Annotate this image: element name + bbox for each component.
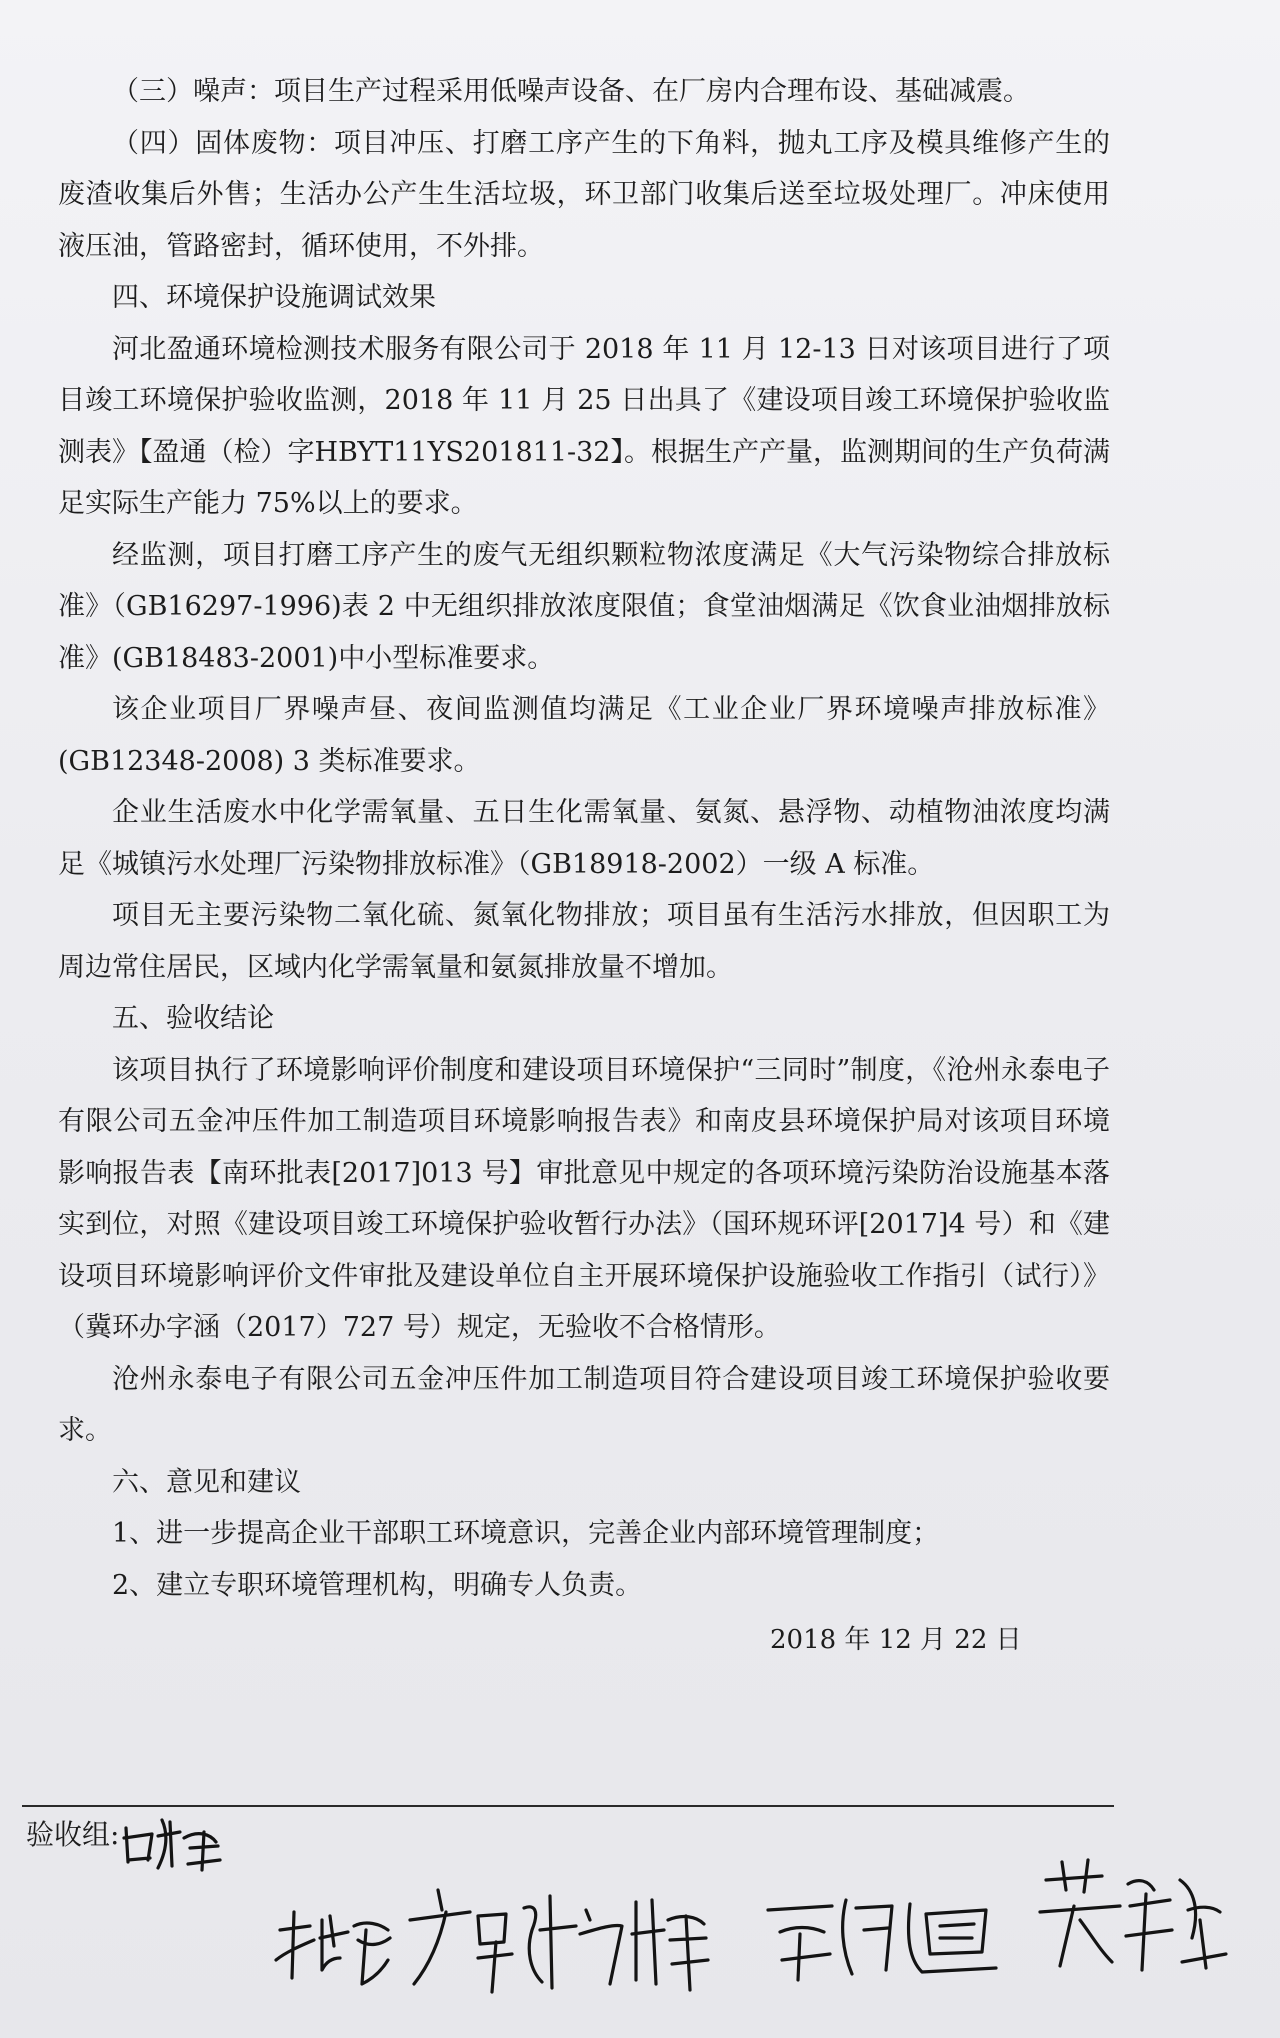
signature-4 xyxy=(760,1880,1020,1990)
document-date: 2018 年 12 月 22 日 xyxy=(770,1625,1022,1655)
signature-3 xyxy=(400,1880,720,2000)
paragraph-wastewater-results: 企业生活废水中化学需氧量、五日生化需氧量、氨氮、悬浮物、动植物油浓度均满足《城镇污水处理厂污染物排放标准》（GB18918-2002）一级 A 标准。 xyxy=(58,797,1110,880)
heading-section-5: 五、验收结论 xyxy=(112,1003,274,1034)
paragraph-noise: （三）噪声：项目生产过程采用低噪声设备、在厂房内合理布设、基础减震。 xyxy=(112,76,1030,107)
signature-5 xyxy=(1030,1850,1230,1980)
paragraph-conclusion-summary: 沧州永泰电子有限公司五金冲压件加工制造项目符合建设项目竣工环境保护验收要求。 xyxy=(58,1363,1110,1446)
signature-divider xyxy=(22,1805,1114,1807)
paragraph-air-results: 经监测，项目打磨工序产生的废气无组织颗粒物浓度满足《大气污染物综合排放标准》（GB16297-1996)表 2 中无组织排放浓度限值；食堂油烟满足《饮食业油烟排放标准》(GB18483-2001)中小型标准要求。 xyxy=(58,539,1110,674)
suggestion-1: 1、进一步提高企业干部职工环境意识，完善企业内部环境管理制度； xyxy=(112,1518,940,1549)
suggestion-2: 2、建立专职环境管理机构，明确专人负责。 xyxy=(112,1569,643,1601)
paragraph-noise-results: 该企业项目厂界噪声昼、夜间监测值均满足《工业企业厂界环境噪声排放标准》(GB12348-2008) 3 类标准要求。 xyxy=(58,694,1110,777)
acceptance-group-label: 验收组: xyxy=(26,1818,120,1851)
paragraph-pollutant-totals: 项目无主要污染物二氧化硫、氮氧化物排放；项目虽有生活污水排放，但因职工为周边常住居民，区域内化学需氧量和氨氮排放量不增加。 xyxy=(58,900,1110,983)
paragraph-conclusion: 该项目执行了环境影响评价制度和建设项目环境保护“三同时”制度，《沧州永泰电子有限公司五金冲压件加工制造项目环境影响报告表》和南皮县环境保护局对该项目环境影响报告表【南环批表[2017]013 号】审批意见中规定的各项环境污染防治设施基本落实到位，对照《建设项目竣工环境保护验收暂行办法》（国环规环评[2017]4 号）和《建设项目环境影响评价文件审批及建设单位自主开展环境保护设施验收工作指引（试行）》（冀环办字涵（2017）727 号）规定，无验收不合格情形。 xyxy=(58,1054,1110,1343)
document-body xyxy=(58,66,1110,1611)
signature-1 xyxy=(118,1808,228,1880)
paragraph-monitoring-intro: 河北盈通环境检测技术服务有限公司于 2018 年 11 月 12-13 日对该项目进行了项目竣工环境保护验收监测，2018 年 11 月 25 日出具了《建设项目竣工环境保护验收监测表》【盈通（检）字HBYT11YS201811-32】。根据生产产量，监测期间的生产负荷满足实际生产能力 75%以上的要求。 xyxy=(58,333,1110,519)
paragraph-solid-waste: （四）固体废物：项目冲压、打磨工序产生的下角料，抛丸工序及模具维修产生的废渣收集后外售；生活办公产生生活垃圾，环卫部门收集后送至垃圾处理厂。冲床使用液压油，管路密封，循环使用，不外排。 xyxy=(58,127,1110,262)
heading-section-6: 六、意见和建议 xyxy=(112,1466,301,1498)
signature-2 xyxy=(270,1900,400,1996)
heading-section-4: 四、环境保护设施调试效果 xyxy=(112,282,436,313)
